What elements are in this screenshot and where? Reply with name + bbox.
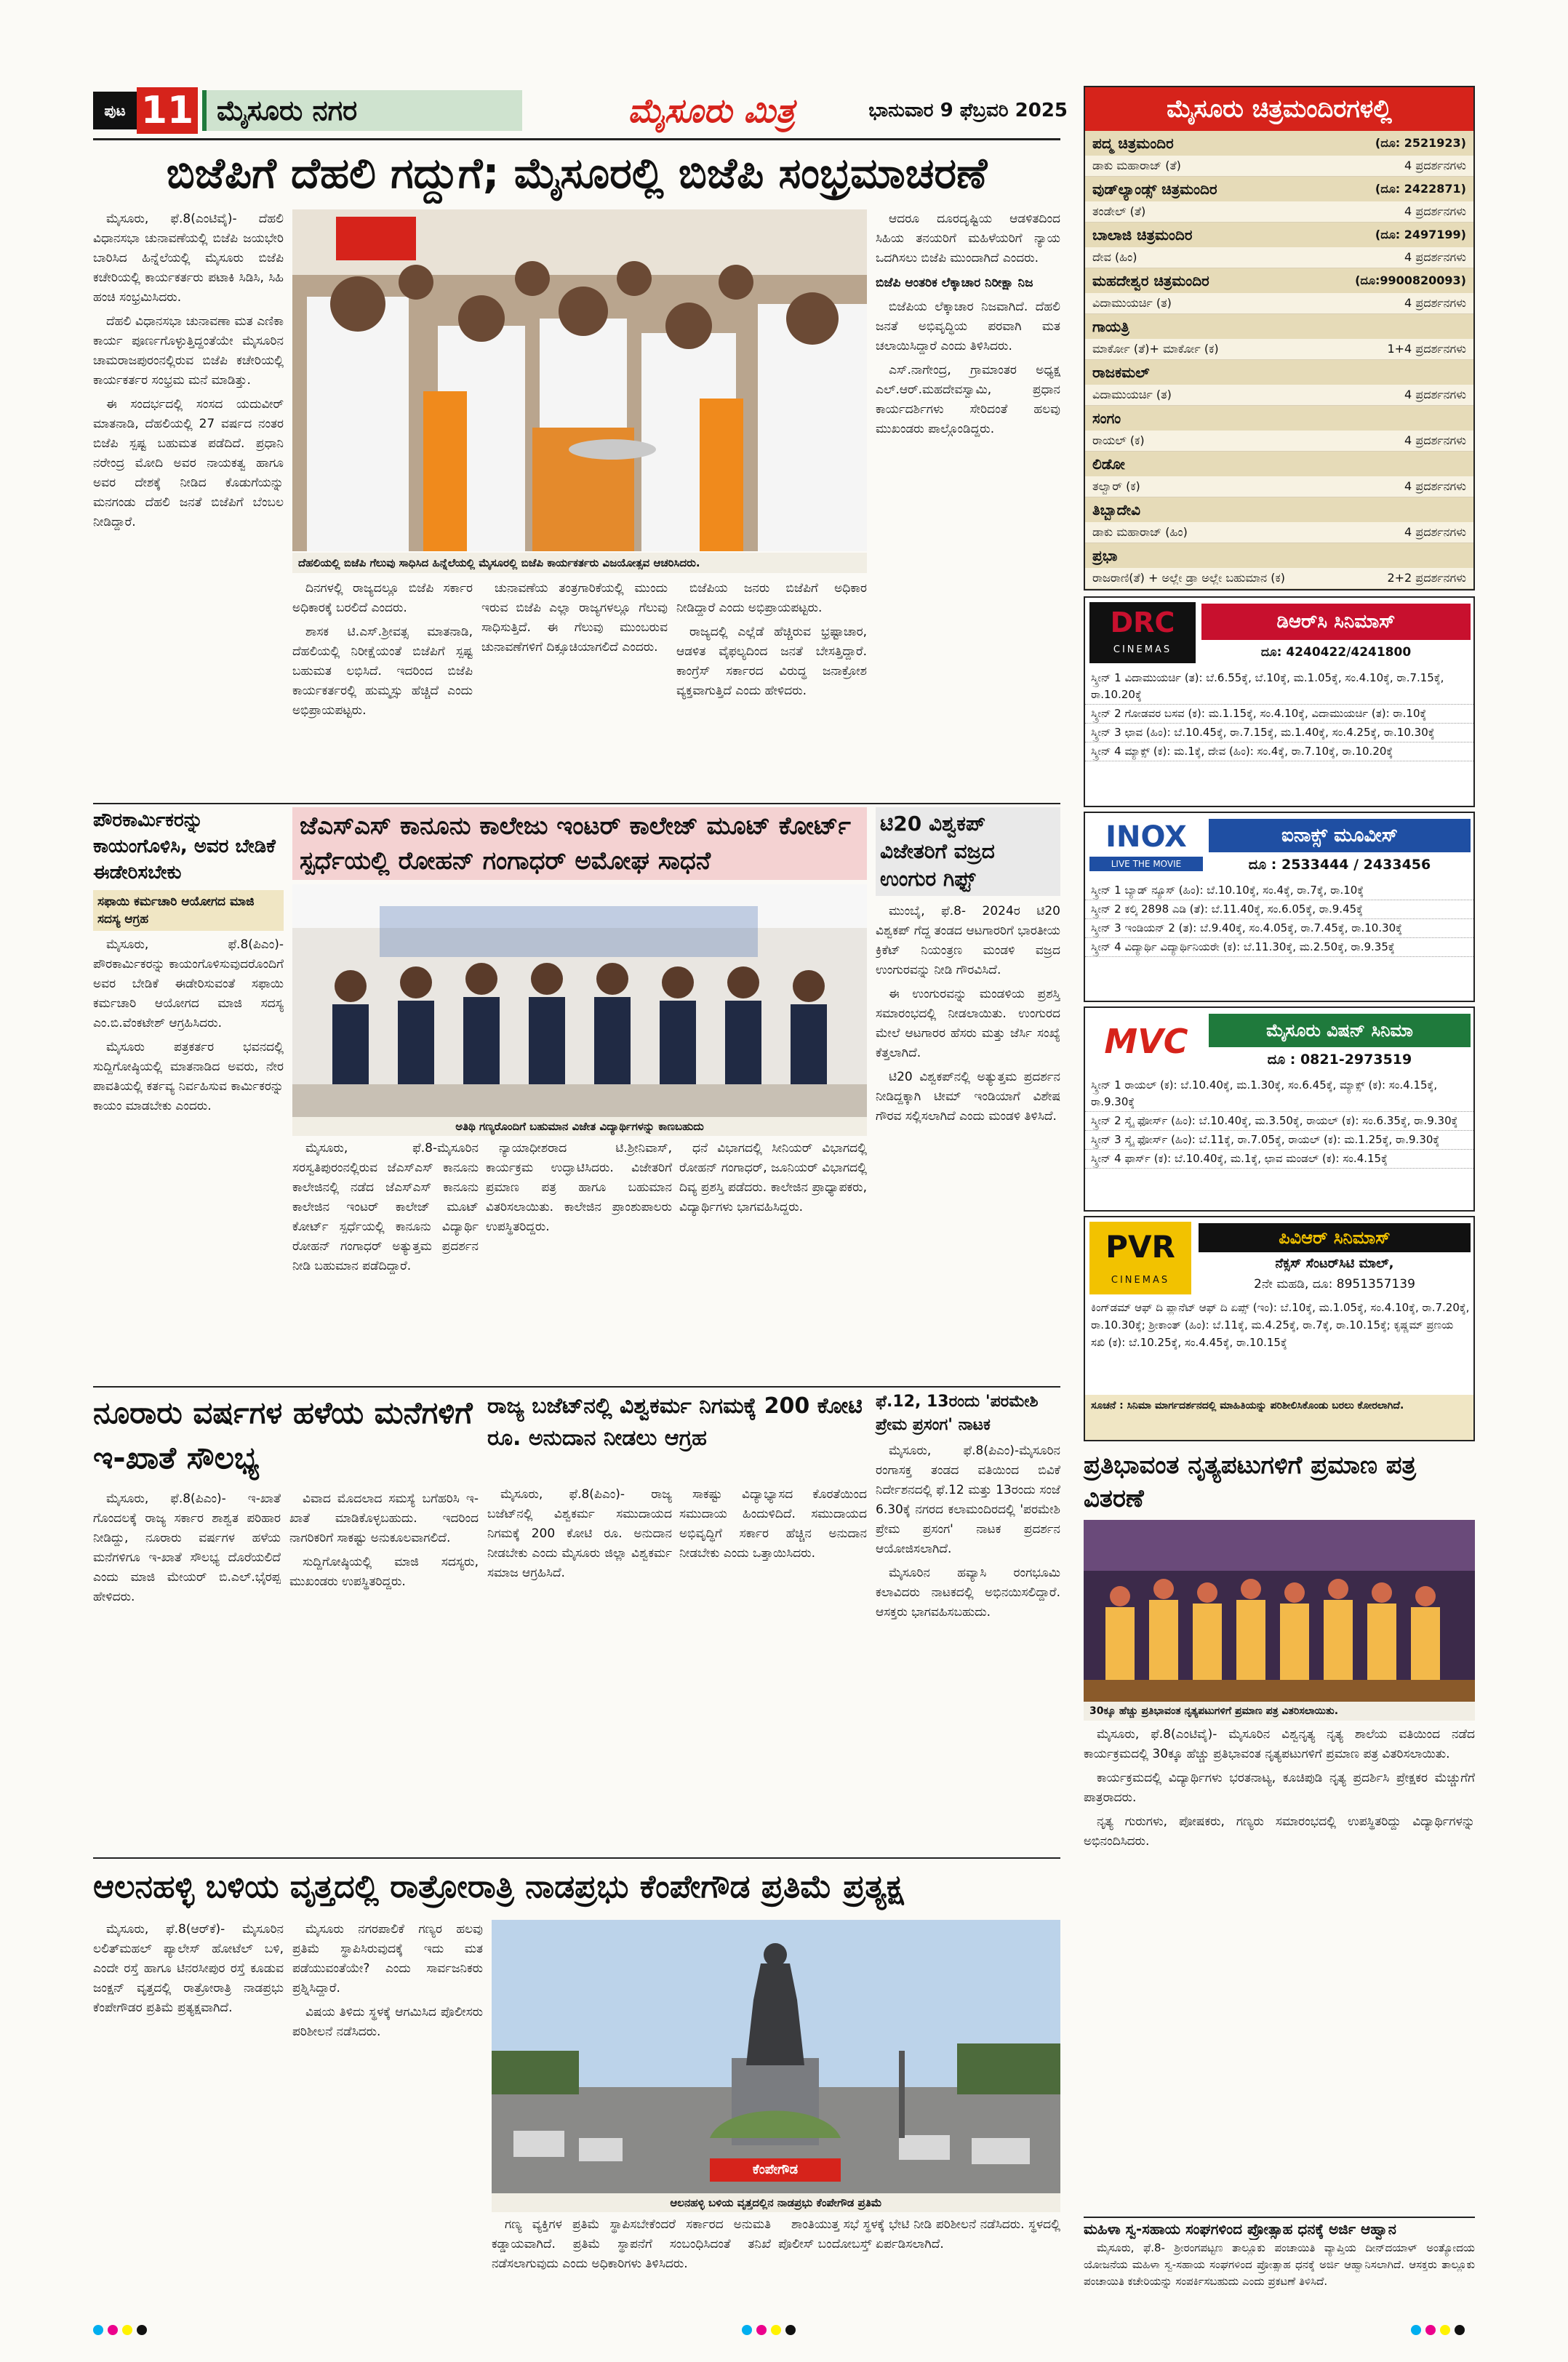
- theatre-shows: 4 ಪ್ರದರ್ಶನಗಳು: [1404, 479, 1466, 493]
- kempegowda-col-3: [492, 2215, 771, 2310]
- theatre-hall-show: [1085, 293, 1473, 314]
- theatre-hall-name: [1085, 131, 1473, 156]
- moot-photo: [292, 884, 867, 1117]
- dance-article: [1084, 1449, 1475, 2212]
- theatre-shows: 4 ಪ್ರದರ್ಶನಗಳು: [1404, 433, 1466, 447]
- inox-box: [1084, 812, 1475, 1002]
- statue-photo-illustration: [492, 1920, 1060, 2193]
- lead-para: ರಾಜ್ಯದಲ್ಲಿ ಎಲ್ಲೆಡೆ ಹೆಚ್ಚಿರುವ ಭ್ರಷ್ಟಾಚಾರ, ಆಡಳಿತ ವೈಫಲ್ಯದಿಂದ ಜನತೆ ಬೇಸತ್ತಿದ್ದಾರೆ. ಕಾಂಗ್ರೆಸ್ ಸರ್ಕಾರದ ವಿರುದ್ಧ ಜನಾಕ್ರೋಶ ವ್ಯಕ್ತವಾಗುತ್ತಿದೆ ಎಂದು ಹೇಳಿದರು.: [676, 625, 867, 698]
- t20-article: [876, 807, 1060, 1382]
- theatres-title: ಮೈಸೂರು ಚಿತ್ರಮಂದಿರಗಳಲ್ಲಿ: [1085, 87, 1473, 131]
- kempegowda-para: ಮೈಸೂರು, ಫೆ.8(ಆರ್‌ಕೆ)- ಮೈಸೂರಿನ ಲಲಿತ್‌ಮಹಲ್ ಪ್ಯಾಲೇಸ್ ಹೋಟೆಲ್ ಬಳಿ, ಎಂದೇ ರಸ್ತೆ ಹಾಗೂ ಟಿನರಸೀಪುರ ರಸ್ತೆ ಕೂಡುವ ಜಂಕ್ಷನ್ ವೃತ್ತದಲ್ಲಿ ರಾತ್ರೋರಾತ್ರಿ ನಾಡಪ್ರಭು ಕೆಂಪೇಗೌಡರ ಪ್ರತಿಮೆ ಪ್ರತ್ಯಕ್ಷವಾಗಿದೆ.: [93, 1922, 284, 2015]
- dance-body: [1084, 1725, 1475, 2161]
- theatre-hall-title: ಬಾಲಾಜಿ ಚಿತ್ರಮಂದಿರ: [1092, 226, 1193, 244]
- pvr-logo-text: PVR: [1105, 1229, 1175, 1265]
- theatre-hall-title: ವುಡ್‌ಲ್ಯಾಂಡ್ಸ್ ಚಿತ್ರಮಂದಿರ: [1092, 180, 1217, 198]
- drc-logo: [1089, 602, 1196, 663]
- theatre-hall-name: [1085, 543, 1473, 568]
- theatre-hall-phone: (ದೂ: 2497199): [1375, 228, 1466, 241]
- theatre-movie: ವಿದಾಮುಯರ್ಚಿ (ತ): [1092, 296, 1172, 310]
- pvr-address: ನೆಕ್ಸಸ್ ಸೆಂಟರ್‌ಸಿಟಿ ಮಾಲ್,: [1275, 1256, 1394, 1271]
- drc-screen-row: ಸ್ಕ್ರೀನ್ 1 ವಿದಾಮುಯರ್ಚಿ (ತ): ಬೆ.6.55ಕ್ಕೆ, ಬೆ.10ಕ್ಕೆ, ಮ.1.05ಕ್ಕೆ, ಸಂ.4.10ಕ್ಕೆ, ರಾ.7.15ಕ್ಕೆ, ರಾ.10.20ಕ್ಕೆ: [1085, 669, 1473, 705]
- inox-screen-row: ಸ್ಕ್ರೀನ್ 1 ಬ್ಯಾಡ್ ನ್ಯೂಸ್ (ಹಿಂ): ಬೆ.10.10ಕ್ಕೆ, ಸಂ.4ಕ್ಕೆ, ರಾ.7ಕ್ಕೆ, ರಾ.10ಕ್ಕೆ: [1085, 881, 1473, 900]
- theatre-shows: 2+2 ಪ್ರದರ್ಶನಗಳು: [1387, 571, 1466, 585]
- theatre-hall-title: ತಿಬ್ಬಾದೇವಿ: [1092, 501, 1140, 519]
- drc-screen-row: ಸ್ಕ್ರೀನ್ 2 ಗೋಡವರ ಬಸವ (ಕ): ಮ.1.15ಕ್ಕೆ, ಸಂ.4.10ಕ್ಕೆ, ವಿದಾಮುಯರ್ಚಿ (ತ): ರಾ.10ಕ್ಕೆ: [1085, 705, 1473, 724]
- kempegowda-headline: ಆಲನಹಳ್ಳಿ ಬಳಿಯ ವೃತ್ತದಲ್ಲಿ ರಾತ್ರೋರಾತ್ರಿ ನಾಡಪ್ರಭು ಕೆಂಪೇಗೌಡ ಪ್ರತಿಮೆ ಪ್ರತ್ಯಕ್ಷ: [93, 1868, 904, 1905]
- drc-logo-sub: CINEMAS: [1113, 644, 1172, 655]
- lead-col-2: [292, 579, 473, 798]
- pourakarmika-para: ಮೈಸೂರು ಪತ್ರಕರ್ತರ ಭವನದಲ್ಲಿ ಸುದ್ದಿಗೋಷ್ಠಿಯಲ್ಲಿ ಮಾತನಾಡಿದ ಅವರು, ನೇರ ಪಾವತಿಯಲ್ಲಿ ಕರ್ತವ್ಯ ನಿರ್ವಹಿಸುವ ಕಾರ್ಮಿಕರನ್ನು ಕಾಯಂ ಮಾಡಬೇಕು ಎಂದರು.: [93, 1040, 284, 1113]
- group-photo-illustration: [292, 884, 867, 1117]
- theatre-hall-title: ಮಹದೇಶ್ವರ ಚಿತ್ರಮಂದಿರ: [1092, 272, 1209, 289]
- theatre-hall-name: [1085, 452, 1473, 476]
- theatres-list: [1085, 131, 1473, 589]
- lead-para: ಮೈಸೂರು, ಫೆ.8(ಎಂಟಿವೈ)- ದೆಹಲಿ ವಿಧಾನಸಭಾ ಚುನಾವಣೆಯಲ್ಲಿ ಬಿಜೆಪಿ ಜಯಭೇರಿ ಬಾರಿಸಿದ ಹಿನ್ನೆಲೆಯಲ್ಲಿ ಮೈಸೂರು ಬಿಜೆಪಿ ಕಚೇರಿಯಲ್ಲಿ ಕಾರ್ಯಕರ್ತರು ಪಟಾಕಿ ಸಿಡಿಸಿ, ಸಿಹಿ ಹಂಚಿ ಸಂಭ್ರಮಿಸಿದರು.: [93, 212, 284, 305]
- print-marks-left: [93, 2324, 180, 2339]
- inox-logo: [1089, 817, 1203, 876]
- theatre-movie: ರಾಯಲ್ (ಕ): [1092, 433, 1145, 447]
- theatre-hall-show: [1085, 431, 1473, 452]
- theatre-shows: 4 ಪ್ರದರ್ಶನಗಳು: [1404, 250, 1466, 264]
- drc-screen-row: ಸ್ಕ್ರೀನ್ 4 ಮ್ಯಾಕ್ಸ್ (ಕ): ಮ.1ಕ್ಕೆ, ದೇವ (ಹಿಂ): ಸಂ.4ಕ್ಕೆ, ರಾ.7.10ಕ್ಕೆ, ರಾ.10.20ಕ್ಕೆ: [1085, 742, 1473, 761]
- moot-col-2: [486, 1139, 672, 1382]
- ekhata-para: ಸುದ್ದಿಗೋಷ್ಠಿಯಲ್ಲಿ ಮಾಜಿ ಸದಸ್ಯರು, ಮುಖಂಡರು ಉಪಸ್ಥಿತರಿದ್ದರು.: [289, 1555, 479, 1589]
- drama-para: ಮೈಸೂರು, ಫೆ.8(ಪಿಎಂ)-ಮೈಸೂರಿನ ರಂಗಾಸಕ್ತ ತಂಡದ ವತಿಯಿಂದ ಬಿವಿಕೆ ನಿರ್ದೇಶನದಲ್ಲಿ ಫೆ.12 ಮತ್ತು 13ರಂದು ಸಂಜೆ 6.30ಕ್ಕೆ ನಗರದ ಕಲಾಮಂದಿರದಲ್ಲಿ 'ಪರಮೇಶಿ ಪ್ರೇಮ ಪ್ರಸಂಗ' ನಾಟಕ ಪ್ರದರ್ಶನ ಆಯೋಜಿಸಲಾಗಿದೆ.: [876, 1444, 1060, 1556]
- pourakarmika-article: [93, 807, 284, 1382]
- pvr-floor: 2ನೇ ಮಹಡಿ, ದೂ: 8951357139: [1254, 1277, 1415, 1292]
- ekhata-para: ಮೈಸೂರು, ಫೆ.8(ಪಿಎಂ)- ಇ-ಖಾತೆ ಗೊಂದಲಕ್ಕೆ ರಾಜ್ಯ ಸರ್ಕಾರ ಶಾಶ್ವತ ಪರಿಹಾರ ನೀಡಿದ್ದು, ನೂರಾರು ವರ್ಷಗಳ ಹಳೆಯ ಮನೆಗಳಿಗೂ ಇ-ಖಾತೆ ಸೌಲಭ್ಯ ದೊರೆಯಲಿದೆ ಎಂದು ಮಾಜಿ ಮೇಯರ್ ಬಿ.ಎಲ್.ಭೈರಪ್ಪ ಹೇಳಿದರು.: [93, 1492, 281, 1604]
- women-headline: ಮಹಿಳಾ ಸ್ವ-ಸಹಾಯ ಸಂಘಗಳಿಂದ ಪ್ರೋತ್ಸಾಹ ಧನಕ್ಕೆ ಅರ್ಜಿ ಆಹ್ವಾನ: [1084, 2220, 1396, 2238]
- mvc-box: [1084, 1006, 1475, 1212]
- moot-col-1: [292, 1139, 479, 1382]
- drc-box: [1084, 596, 1475, 807]
- moot-caption: ಅತಿಥಿ ಗಣ್ಯರೊಂದಿಗೆ ಬಹುಮಾನ ವಿಜೇತ ವಿದ್ಯಾರ್ಥಿಗಳನ್ನು ಕಾಣಬಹುದು: [292, 1117, 867, 1136]
- kempegowda-para: ಮೈಸೂರು ನಗರಪಾಲಿಕೆ ಗಣ್ಯರ ಹಲವು ಪ್ರತಿಮೆ ಸ್ಥಾಪಿಸಿರುವುದಕ್ಕೆ ಇದು ಮತ ಪಡೆಯುವಂತೆಯೇ? ಎಂದು ಸಾರ್ವಜನಿಕರು ಪ್ರಶ್ನಿಸಿದ್ದಾರೆ.: [292, 1922, 483, 1995]
- lower-rule: [93, 1857, 1060, 1859]
- lead-para: ಬಿಜೆಪಿಯ ಲೆಕ್ಕಾಚಾರ ನಿಜವಾಗಿದೆ. ದೆಹಲಿ ಜನತೆ ಅಭಿವೃದ್ಧಿಯ ಪರವಾಗಿ ಮತ ಚಲಾಯಿಸಿದ್ದಾರೆ ಎಂದು ತಿಳಿಸಿದರು.: [876, 300, 1060, 353]
- t20-headline: ಟಿ20 ವಿಶ್ವಕಪ್ ವಿಜೇತರಿಗೆ ವಜ್ರದ ಉಂಗುರ ಗಿಫ್ಟ್: [876, 807, 1060, 896]
- theatre-hall-title: ರಾಜಕಮಲ್: [1092, 364, 1150, 381]
- dance-photo: [1084, 1520, 1475, 1702]
- theatre-hall-title: ಪದ್ಮ ಚಿತ್ರಮಂದಿರ: [1092, 135, 1174, 152]
- section-title: ಮೈಸೂರು ನಗರ: [202, 90, 522, 131]
- moot-para: ಧನೆ ವಿಭಾಗದಲ್ಲಿ ಸೀನಿಯರ್ ವಿಭಾಗದಲ್ಲಿ ರೋಹನ್ ಗಂಗಾಧರ್, ಜೂನಿಯರ್ ವಿಭಾಗದಲ್ಲಿ ದಿವ್ಯ ಪ್ರಶಸ್ತಿ ಪಡೆದರು. ಕಾಲೇಜಿನ ಪ್ರಾಧ್ಯಾಪಕರು, ವಿದ್ಯಾರ್ಥಿಗಳು ಭಾಗವಹಿಸಿದ್ದರು.: [679, 1141, 867, 1214]
- drc-screens: [1085, 669, 1473, 761]
- kempegowda-para: ಗಣ್ಯ ವ್ಯಕ್ತಿಗಳ ಪ್ರತಿಮೆ ಸ್ಥಾಪಿಸಬೇಕೆಂದರೆ ಸರ್ಕಾರದ ಅನುಮತಿ ಕಡ್ಡಾಯವಾಗಿದೆ. ಪ್ರತಿಮೆ ಸ್ಥಾಪನೆಗೆ ಸಂಬಂಧಿಸಿದಂತೆ ತನಿಖೆ ನಡೆಸಲಾಗುವುದು ಎಂದು ಅಧಿಕಾರಿಗಳು ತಿಳಿಸಿದರು.: [492, 2217, 771, 2271]
- theatre-hall-name: [1085, 360, 1473, 385]
- ekhata-col-2: [289, 1489, 479, 1853]
- theatre-hall-title: ಲಿಡೋ: [1092, 455, 1125, 473]
- theatre-hall-name: [1085, 497, 1473, 522]
- drama-article: [876, 1390, 1060, 1853]
- theatre-shows: 4 ಪ್ರದರ್ಶನಗಳು: [1404, 204, 1466, 218]
- drc-screen-row: ಸ್ಕ್ರೀನ್ 3 ಛಾವ (ಹಿಂ): ಬೆ.10.45ಕ್ಕೆ, ರಾ.7.15ಕ್ಕೆ, ಮ.1.40ಕ್ಕೆ, ಸಂ.4.25ಕ್ಕೆ, ರಾ.10.30ಕ್ಕೆ: [1085, 724, 1473, 742]
- theatre-hall-show: [1085, 568, 1473, 589]
- dance-para: ಕಾರ್ಯಕ್ರಮದಲ್ಲಿ ವಿದ್ಯಾರ್ಥಿಗಳು ಭರತನಾಟ್ಯ, ಕೂಚಿಪುಡಿ ನೃತ್ಯ ಪ್ರದರ್ಶಿಸಿ ಪ್ರೇಕ್ಷಕರ ಮೆಚ್ಚುಗೆಗೆ ಪಾತ್ರರಾದರು.: [1084, 1771, 1475, 1805]
- inox-logo-text: INOX: [1105, 820, 1187, 854]
- theatre-shows: 4 ಪ್ರದರ್ಶನಗಳು: [1404, 525, 1466, 539]
- mvc-phone: ದೂ : 0821-2973519: [1267, 1052, 1412, 1068]
- pourakarmika-body: [93, 935, 284, 1372]
- mvc-screen-row: ಸ್ಕ್ರೀನ್ 2 ಸ್ಕೈ ಫೋರ್ಸ್ (ಹಿಂ): ಬೆ.10.40ಕ್ಕೆ, ಮ.3.50ಕ್ಕೆ, ರಾಯಲ್ (ಕ): ಸಂ.6.35ಕ್ಕೆ, ರಾ.9.30ಕ್ಕೆ: [1085, 1112, 1473, 1131]
- lead-subhead: ಬಿಜೆಪಿ ಆಂತರಿಕ ಲೆಕ್ಕಾಚಾರ ನಿರೀಕ್ಷಾ ನಿಜ: [876, 276, 1033, 290]
- drc-logo-text: DRC: [1110, 606, 1175, 638]
- moot-para: ನ್ಯಾಯಾಧೀಶರಾದ ಟಿ.ಶ್ರೀನಿವಾಸ್, ಕಾರ್ಯಕ್ರಮ ಉದ್ಘಾಟಿಸಿದರು. ವಿಜೇತರಿಗೆ ಪ್ರಮಾಣ ಪತ್ರ ಹಾಗೂ ಬಹುಮಾನ ವಿತರಿಸಲಾಯಿತು. ಕಾಲೇಜಿನ ಪ್ರಾಂಶುಪಾಲರು ಉಪಸ್ಥಿತರಿದ್ದರು.: [486, 1141, 672, 1234]
- moot-col-3: [679, 1139, 867, 1382]
- print-marks-center: [742, 2324, 829, 2339]
- pvr-name: ಪಿವಿಆರ್ ಸಿನಿಮಾಸ್: [1199, 1223, 1471, 1252]
- theatre-hall-name: [1085, 268, 1473, 293]
- theatre-hall-name: [1085, 177, 1473, 201]
- print-marks-right: [1411, 2324, 1498, 2339]
- t20-para: ಈ ಉಂಗುರವನ್ನು ಮಂಡಳಿಯ ಪ್ರಶಸ್ತಿ ಸಮಾರಂಭದಲ್ಲಿ ನೀಡಲಾಯಿತು. ಉಂಗುರದ ಮೇಲೆ ಆಟಗಾರರ ಹೆಸರು ಮತ್ತು ಜೆರ್ಸಿ ಸಂಖ್ಯೆ ಕೆತ್ತಲಾಗಿದೆ.: [876, 987, 1060, 1060]
- theatre-hall-phone: (ದೂ:9900820093): [1355, 273, 1466, 287]
- inox-screen-row: ಸ್ಕ್ರೀನ್ 2 ಕಲ್ಕಿ 2898 ಎಡಿ (ತೆ): ಬೆ.11.40ಕ್ಕೆ, ಸಂ.6.05ಕ್ಕೆ, ರಾ.9.45ಕ್ಕೆ: [1085, 900, 1473, 919]
- theatre-shows: 4 ಪ್ರದರ್ಶನಗಳು: [1404, 296, 1466, 310]
- pvr-listing: ಕಿಂಗ್‌ಡಮ್ ಆಫ್ ದಿ ಪ್ಲಾನೆಟ್ ಆಫ್ ದಿ ಏಪ್ಸ್ (ಇಂ): ಬೆ.10ಕ್ಕೆ, ಮ.1.05ಕ್ಕೆ, ಸಂ.4.10ಕ್ಕೆ, ರಾ.7.20ಕ್ಕೆ, ರಾ.10.30ಕ್ಕೆ; ಶ್ರೀಕಾಂತ್ (ಹಿಂ): ಬೆ.11ಕ್ಕೆ, ಮ.4.25ಕ್ಕೆ, ರಾ.7ಕ್ಕೆ, ರಾ.10.15ಕ್ಕೆ; ಕೃಷ್ಣಮ್ ಪ್ರಣಯ ಸಖಿ (ಕ): ಬೆ.10.25ಕ್ಕೆ, ಸಂ.4.45ಕ್ಕೆ, ರಾ.10.15ಕ್ಕೆ: [1091, 1301, 1470, 1349]
- kempegowda-caption: ಆಲನಹಳ್ಳಿ ಬಳಿಯ ವೃತ್ತದಲ್ಲಿನ ನಾಡಪ್ರಭು ಕೆಂಪೇಗೌಡ ಪ್ರತಿಮೆ: [492, 2193, 1060, 2212]
- vishwakarma-headline: ರಾಜ್ಯ ಬಜೆಟ್‌ನಲ್ಲಿ ವಿಶ್ವಕರ್ಮ ನಿಗಮಕ್ಕೆ 200 ಕೋಟಿ ರೂ. ಅನುದಾನ ನೀಡಲು ಆಗ್ರಹ: [487, 1393, 863, 1451]
- inox-screens: [1085, 881, 1473, 957]
- theatre-hall-show: [1085, 247, 1473, 268]
- vishwakarma-col-1: [487, 1485, 672, 1853]
- drc-name: ಡಿಆರ್‌ಸಿ ಸಿನಿಮಾಸ್: [1201, 604, 1471, 640]
- theatre-hall-title: ಪ್ರಭಾ: [1092, 547, 1118, 564]
- theatre-movie: ವಿದಾಮುಯರ್ಚಿ (ತ): [1092, 388, 1172, 401]
- pvr-logo-sub: CINEMAS: [1111, 1275, 1170, 1286]
- drama-headline: ಫೆ.12, 13ರಂದು 'ಪರಮೇಶಿ ಪ್ರೇಮ ಪ್ರಸಂಗ' ನಾಟಕ: [876, 1393, 1039, 1434]
- mvc-name: ಮೈಸೂರು ವಿಷನ್ ಸಿನಿಮಾ: [1209, 1014, 1471, 1047]
- theatre-hall-show: [1085, 339, 1473, 360]
- inox-name: ಐನಾಕ್ಸ್ ಮೂವೀಸ್: [1209, 819, 1471, 852]
- theatre-hall-title: ಗಾಯತ್ರಿ: [1092, 318, 1129, 335]
- theatre-hall-title: ಸಂಗಂ: [1092, 409, 1121, 427]
- dance-headline: ಪ್ರತಿಭಾವಂತ ನೃತ್ಯಪಟುಗಳಿಗೆ ಪ್ರಮಾಣ ಪತ್ರ ವಿತರಣೆ: [1084, 1451, 1417, 1513]
- lead-para: ಆದರೂ ದೂರದೃಷ್ಟಿಯ ಆಡಳಿತದಿಂದ ಸಿಹಿಯ ತನಯರಿಗೆ ಮಹಿಳೆಯರಿಗೆ ನ್ಯಾಯ ಒದಗಿಸಲು ಬಿಜೆಪಿ ಮುಂದಾಗಿದೆ ಎಂದರು.: [876, 212, 1060, 265]
- theatre-hall-phone: (ದೂ: 2521923): [1375, 136, 1466, 150]
- lead-col-5: [876, 209, 1060, 798]
- pourakarmika-subhead: ಸಫಾಯಿ ಕರ್ಮಚಾರಿ ಆಯೋಗದ ಮಾಜಿ ಸದಸ್ಯ ಆಗ್ರಹ: [93, 890, 284, 931]
- moot-headline: ಜೆಎಸ್‌ಎಸ್ ಕಾನೂನು ಕಾಲೇಜು ಇಂಟರ್ ಕಾಲೇಜ್ ಮೂಟ್ ಕೋರ್ಟ್ ಸ್ಪರ್ಧೆಯಲ್ಲಿ ರೋಹನ್ ಗಂಗಾಧರ್ ಅಮೋಘ ಸಾಧನೆ: [292, 807, 867, 880]
- theatre-shows: 1+4 ಪ್ರದರ್ಶನಗಳು: [1387, 342, 1466, 356]
- theatre-hall-show: [1085, 201, 1473, 223]
- theatre-movie: ಮಾರ್ಕೋ (ತೆ)+ ಮಾರ್ಕೋ (ಕ): [1092, 342, 1219, 356]
- kempegowda-photo: [492, 1920, 1060, 2193]
- mvc-screen-row: ಸ್ಕ್ರೀನ್ 3 ಸ್ಕೈ ಫೋರ್ಸ್ (ಹಿಂ): ಬೆ.11ಕ್ಕೆ, ರಾ.7.05ಕ್ಕೆ, ರಾಯಲ್ (ಕ): ಮ.1.25ಕ್ಕೆ, ರಾ.9.30ಕ್ಕೆ: [1085, 1131, 1473, 1150]
- masthead-rule: [93, 138, 1060, 140]
- theatre-hall-name: [1085, 314, 1473, 339]
- lead-col-3: [481, 579, 668, 798]
- page-label: ಪುಟ: [93, 92, 137, 129]
- inox-screen-row: ಸ್ಕ್ರೀನ್ 3 ಇಂಡಿಯನ್ 2 (ತ): ಬೆ.9.40ಕ್ಕೆ, ಸಂ.4.05ಕ್ಕೆ, ರಾ.7.45ಕ್ಕೆ, ರಾ.10.30ಕ್ಕೆ: [1085, 919, 1473, 938]
- lead-para: ಈ ಸಂದರ್ಭದಲ್ಲಿ ಸಂಸದ ಯದುವೀರ್ ಮಾತನಾಡಿ, ದೆಹಲಿಯಲ್ಲಿ 27 ವರ್ಷದ ನಂತರ ಬಿಜೆಪಿ ಸ್ಪಷ್ಟ ಬಹುಮತ ಪಡೆದಿದೆ. ಪ್ರಧಾನಿ ನರೇಂದ್ರ ಮೋದಿ ಅವರ ನಾಯಕತ್ವ ಹಾಗೂ ಅವರ ದೇಶಕ್ಕೆ ನೀಡಿದ ಕೊಡುಗೆಯನ್ನು ಮನಗಂಡು ದೆಹಲಿ ಜನತೆ ಬಿಜೆಪಿಗೆ ಬೆಂಬಲ ನೀಡಿದ್ದಾರೆ.: [93, 397, 284, 529]
- lead-photo: [292, 209, 867, 551]
- lead-caption: ದೆಹಲಿಯಲ್ಲಿ ಬಿಜೆಪಿ ಗೆಲುವು ಸಾಧಿಸಿದ ಹಿನ್ನೆಲೆಯಲ್ಲಿ ಮೈಸೂರಲ್ಲಿ ಬಿಜೆಪಿ ಕಾರ್ಯಕರ್ತರು ವಿಜಯೋತ್ಸವ ಆಚರಿಸಿದರು.: [292, 553, 867, 573]
- dance-photo-illustration: [1084, 1520, 1475, 1702]
- t20-para: ಟಿ20 ವಿಶ್ವಕಪ್‌ನಲ್ಲಿ ಅತ್ಯುತ್ತಮ ಪ್ರದರ್ಶನ ನೀಡಿದ್ದಕ್ಕಾಗಿ ಟೀಮ್ ಇಂಡಿಯಾಗೆ ವಿಶೇಷ ಗೌರವ ಸಲ್ಲಿಸಲಾಗಿದೆ ಎಂದು ಮಂಡಳಿ ತಿಳಿಸಿದೆ.: [876, 1070, 1060, 1124]
- inox-screen-row: ಸ್ಕ್ರೀನ್ 4 ವಿದ್ಯಾರ್ಥಿ ವಿದ್ಯಾರ್ಥಿನಿಯರೇ (ಕ): ಬೆ.11.30ಕ್ಕೆ, ಮ.2.50ಕ್ಕೆ, ರಾ.9.35ಕ್ಕೆ: [1085, 938, 1473, 957]
- lead-para: ಬಿಜೆಪಿಯ ಜನರು ಬಿಜೆಪಿಗೆ ಅಧಿಕಾರ ನೀಡಿದ್ದಾರೆ ಎಂದು ಅಭಿಪ್ರಾಯಪಟ್ಟರು.: [676, 581, 867, 615]
- kempegowda-col-1: [93, 1920, 284, 2269]
- ekhata-headline: ನೂರಾರು ವರ್ಷಗಳ ಹಳೆಯ ಮನೆಗಳಿಗೆ ಇ-ಖಾತೆ ಸೌಲಭ್ಯ: [93, 1395, 473, 1476]
- women-para: ಮೈಸೂರು, ಫೆ.8- ಶ್ರೀರಂಗಪಟ್ಟಣ ತಾಲ್ಲೂಕು ಪಂಚಾಯಿತಿ ವ್ಯಾಪ್ತಿಯ ದೀನ್‌ದಯಾಳ್ ಅಂತ್ಯೋದಯ ಯೋಜನೆಯ ಮಹಿಳಾ ಸ್ವ-ಸಹಾಯ ಸಂಘಗಳಿಂದ ಪ್ರೋತ್ಸಾಹ ಧನಕ್ಕೆ ಅರ್ಜಿ ಆಹ್ವಾನಿಸಲಾಗಿದೆ. ಆಸಕ್ತರು ತಾಲ್ಲೂಕು ಪಂಚಾಯಿತಿ ಕಚೇರಿಯನ್ನು ಸಂಪರ್ಕಿಸಬಹುದು ಎಂದು ಪ್ರಕಟಣೆ ತಿಳಿಸಿದೆ.: [1084, 2241, 1475, 2288]
- pourakarmika-para: ಮೈಸೂರು, ಫೆ.8(ಪಿಎಂ)- ಪೌರಕಾರ್ಮಿಕರನ್ನು ಕಾಯಂಗೊಳಿಸುವುದರೊಂದಿಗೆ ಅವರ ಬೇಡಿಕೆ ಈಡೇರಿಸುವಂತೆ ಸಫಾಯಿ ಕರ್ಮಚಾರಿ ಆಯೋಗದ ಮಾಜಿ ಸದಸ್ಯ ಎಂ.ಬಿ.ವೆಂಕಟೇಶ್ ಆಗ್ರಹಿಸಿದರು.: [93, 937, 284, 1030]
- dance-para: ನೃತ್ಯ ಗುರುಗಳು, ಪೋಷಕರು, ಗಣ್ಯರು ಸಮಾರಂಭದಲ್ಲಿ ಉಪಸ್ಥಿತರಿದ್ದು ವಿದ್ಯಾರ್ಥಿಗಳನ್ನು ಅಭಿನಂದಿಸಿದರು.: [1084, 1814, 1475, 1849]
- theatre-hall-name: [1085, 406, 1473, 431]
- vishwakarma-para: ಮೈಸೂರು, ಫೆ.8(ಪಿಎಂ)- ರಾಜ್ಯ ಬಜೆಟ್‌ನಲ್ಲಿ ವಿಶ್ವಕರ್ಮ ಸಮುದಾಯದ ನಿಗಮಕ್ಕೆ 200 ಕೋಟಿ ರೂ. ಅನುದಾನ ನೀಡಬೇಕು ಎಂದು ಮೈಸೂರು ಜಿಲ್ಲಾ ವಿಶ್ವಕರ್ಮ ಸಮಾಜ ಆಗ್ರಹಿಸಿದೆ.: [487, 1487, 672, 1580]
- lead-para: ಶಾಸಕ ಟಿ.ಎಸ್.ಶ್ರೀವತ್ಸ ಮಾತನಾಡಿ, ದೆಹಲಿಯಲ್ಲಿ ನಿರೀಕ್ಷೆಯಂತೆ ಬಿಜೆಪಿಗೆ ಸ್ಪಷ್ಟ ಬಹುಮತ ಲಭಿಸಿದೆ. ಇದರಿಂದ ಬಿಜೆಪಿ ಕಾರ್ಯಕರ್ತರಲ್ಲಿ ಹುಮ್ಮಸ್ಸು ಹೆಚ್ಚಿದೆ ಎಂದು ಅಭಿಪ್ರಾಯಪಟ್ಟರು.: [292, 625, 473, 718]
- women-article: [1084, 2217, 1475, 2310]
- vishwakarma-col-2: [679, 1485, 867, 1853]
- theatre-hall-show: [1085, 522, 1473, 543]
- kempegowda-col-4: [778, 2215, 1060, 2310]
- mvc-logo: MVC: [1104, 1022, 1188, 1061]
- inox-phone: ದೂ : 2533444 / 2433456: [1248, 857, 1431, 873]
- theatre-hall-show: [1085, 385, 1473, 406]
- paper-logo: ಮೈಸೂರು ಮಿತ್ರ: [628, 91, 795, 130]
- pvr-box: [1084, 1216, 1475, 1441]
- kempegowda-col-2: [292, 1920, 483, 2269]
- drc-phone: ದೂ: 4240422/4241800: [1260, 645, 1412, 660]
- mvc-screen-row: ಸ್ಕ್ರೀನ್ 4 ಫಾರ್ಸ್ (ಕ): ಬೆ.10.40ಕ್ಕೆ, ಮ.1ಕ್ಕೆ, ಛಾವ ಮಂಡಲ್ (ಕ): ಸಂ.4.15ಕ್ಕೆ: [1085, 1150, 1473, 1169]
- pourakarmika-headline: ಪೌರಕಾರ್ಮಿಕರನ್ನು ಕಾಯಂಗೊಳಿಸಿ, ಅವರ ಬೇಡಿಕೆ ಈಡೇರಿಸಬೇಕು: [93, 809, 276, 884]
- issue-date: ಭಾನುವಾರ 9 ಫೆಬ್ರವರಿ 2025: [868, 100, 1068, 121]
- theatre-movie: ತಂಡೇಲ್ (ತೆ): [1092, 204, 1146, 218]
- mvc-screens: [1085, 1076, 1473, 1169]
- circle-sign: ಕೆಂಪೇಗೌಡ: [710, 2158, 841, 2182]
- theatre-movie: ಡಾಕು ಮಹಾರಾಜ್ (ಹಿಂ): [1092, 525, 1188, 539]
- lead-para: ದಿನಗಳಲ್ಲಿ ರಾಜ್ಯದಲ್ಲೂ ಬಿಜೆಪಿ ಸರ್ಕಾರ ಅಧಿಕಾರಕ್ಕೆ ಬರಲಿದೆ ಎಂದರು.: [292, 581, 473, 615]
- theatre-shows: 4 ಪ್ರದರ್ಶನಗಳು: [1404, 388, 1466, 401]
- theatre-movie: ಡಾಕು ಮಹಾರಾಜ್ (ತೆ): [1092, 159, 1181, 172]
- pvr-logo: [1089, 1222, 1191, 1294]
- drama-body: [876, 1441, 1060, 1849]
- pvr-note: ಸೂಚನೆ : ಸಿನಿಮಾ ಮಾರ್ಗದರ್ಶನದಲ್ಲಿ ಮಾಹಿತಿಯನ್ನು ಪರಿಶೀಲಿಸಿಕೊಂಡು ಬರಲು ಕೋರಲಾಗಿದೆ.: [1085, 1395, 1473, 1440]
- lead-rule: [93, 803, 1060, 804]
- page-number: 11: [137, 87, 198, 134]
- lead-para: ಎಸ್.ನಾಗೇಂದ್ರ, ಗ್ರಾಮಾಂತರ ಅಧ್ಯಕ್ಷ ಎಲ್.ಆರ್.ಮಹದೇವಸ್ವಾಮಿ, ಪ್ರಧಾನ ಕಾರ್ಯದರ್ಶಿಗಳು ಸೇರಿದಂತೆ ಹಲವು ಮುಖಂಡರು ಪಾಲ್ಗೊಂಡಿದ್ದರು.: [876, 363, 1060, 436]
- drama-para: ಮೈಸೂರಿನ ಹವ್ಯಾಸಿ ರಂಗಭೂಮಿ ಕಲಾವಿದರು ನಾಟಕದಲ್ಲಿ ಅಭಿನಯಿಸಲಿದ್ದಾರೆ. ಆಸಕ್ತರು ಭಾಗವಹಿಸಬಹುದು.: [876, 1566, 1060, 1620]
- lead-headline: ಬಿಜೆಪಿಗೆ ದೆಹಲಿ ಗದ್ದುಗೆ; ಮೈಸೂರಲ್ಲಿ ಬಿಜೆಪಿ ಸಂಭ್ರಮಾಚರಣೆ: [166, 148, 988, 198]
- vishwakarma-para: ಸಾಕಷ್ಟು ವಿದ್ಯಾಭ್ಯಾಸದ ಕೊರತೆಯಿಂದ ಸಮುದಾಯ ಹಿಂದುಳಿದಿದೆ. ಸಮುದಾಯದ ಅಭಿವೃದ್ಧಿಗೆ ಸರ್ಕಾರ ಹೆಚ್ಚಿನ ಅನುದಾನ ನೀಡಬೇಕು ಎಂದು ಒತ್ತಾಯಿಸಿದರು.: [679, 1487, 867, 1561]
- dance-para: ಮೈಸೂರು, ಫೆ.8(ಎಂಟಿವೈ)- ಮೈಸೂರಿನ ವಿಶ್ವನೃತ್ಯ ನೃತ್ಯ ಶಾಲೆಯ ವತಿಯಿಂದ ನಡೆದ ಕಾರ್ಯಕ್ರಮದಲ್ಲಿ 30ಕ್ಕೂ ಹೆಚ್ಚು ಪ್ರತಿಭಾವಂತ ನೃತ್ಯಪಟುಗಳಿಗೆ ಪ್ರಮಾಣ ಪತ್ರ ವಿತರಿಸಲಾಯಿತು.: [1084, 1727, 1475, 1761]
- ekhata-para: ವಿವಾದ ಮೊದಲಾದ ಸಮಸ್ಯೆ ಬಗೆಹರಿಸಿ ಇ-ಖಾತೆ ಮಾಡಿಕೊಳ್ಳಬಹುದು. ಇದರಿಂದ ನಾಗರಿಕರಿಗೆ ಸಾಕಷ್ಟು ಅನುಕೂಲವಾಗಲಿದೆ.: [289, 1492, 479, 1545]
- kempegowda-para: ಶಾಂತಿಯುತ್ತ ಸಭೆ ಸ್ಥಳಕ್ಕೆ ಭೇಟಿ ನೀಡಿ ಪರಿಶೀಲನೆ ನಡೆಸಿದರು. ಸ್ಥಳದಲ್ಲಿ ಪೊಲೀಸ್ ಬಂದೋಬಸ್ತ್ ಏರ್ಪಡಿಸಲಾಗಿದೆ.: [778, 2217, 1060, 2251]
- lead-para: ಚುನಾವಣೆಯ ತಂತ್ರಗಾರಿಕೆಯಲ್ಲಿ ಮುಂದು ಇರುವ ಬಿಜೆಪಿ ಎಲ್ಲಾ ರಾಜ್ಯಗಳಲ್ಲೂ ಗೆಲುವು ಸಾಧಿಸುತ್ತಿದೆ. ಈ ಗೆಲುವು ಮುಂಬರುವ ಚುನಾವಣೆಗಳಿಗೆ ದಿಕ್ಸೂಚಿಯಾಗಲಿದೆ ಎಂದರು.: [481, 581, 668, 654]
- masthead: [93, 86, 1068, 135]
- dance-caption: 30ಕ್ಕೂ ಹೆಚ್ಚು ಪ್ರತಿಭಾವಂತ ನೃತ್ಯಪಟುಗಳಿಗೆ ಪ್ರಮಾಣ ಪತ್ರ ವಿತರಿಸಲಾಯಿತು.: [1084, 1702, 1475, 1721]
- theatre-movie: ರಾಜರಾಣಿ(ತೆ) + ಅಲ್ಲೇ ಡ್ರಾ ಅಲ್ಲೇ ಬಹುಮಾನ (ಕ): [1092, 571, 1285, 585]
- mid-rule: [93, 1386, 1060, 1388]
- moot-para: ಮೈಸೂರು, ಫೆ.8-ಮೈಸೂರಿನ ಸರಸ್ವತಿಪುರಂನಲ್ಲಿರುವ ಜೆಎಸ್‌ಎಸ್ ಕಾನೂನು ಕಾಲೇಜಿನಲ್ಲಿ ನಡೆದ ಜೆಎಸ್‌ಎಸ್ ಕಾನೂನು ಕಾಲೇಜಿನ ಇಂಟರ್ ಕಾಲೇಜ್ ಮೂಟ್ ಕೋರ್ಟ್ ಸ್ಪರ್ಧೆಯಲ್ಲಿ ಕಾನೂನು ವಿದ್ಯಾರ್ಥಿ ರೋಹನ್ ಗಂಗಾಧರ್ ಅತ್ಯುತ್ತಮ ಪ್ರದರ್ಶನ ನೀಡಿ ಬಹುಮಾನ ಪಡೆದಿದ್ದಾರೆ.: [292, 1141, 479, 1273]
- inox-logo-sub: LIVE THE MOVIE: [1089, 857, 1203, 871]
- crowd-photo-illustration: [292, 209, 867, 551]
- theatre-hall-show: [1085, 476, 1473, 497]
- theatre-hall-phone: (ದೂ: 2422871): [1375, 182, 1466, 196]
- theatres-box: [1084, 86, 1475, 590]
- ekhata-col-1: [93, 1489, 281, 1853]
- mvc-screen-row: ಸ್ಕ್ರೀನ್ 1 ರಾಯಲ್ (ಕ): ಬೆ.10.40ಕ್ಕೆ, ಮ.1.30ಕ್ಕೆ, ಸಂ.6.45ಕ್ಕೆ, ಮ್ಯಾಕ್ಸ್ (ಕ): ಸಂ.4.15ಕ್ಕೆ, ರಾ.9.30ಕ್ಕೆ: [1085, 1076, 1473, 1112]
- theatre-movie: ತಲ್ವಾರ್ (ಕ): [1092, 479, 1140, 493]
- lead-col-4: [676, 579, 867, 798]
- women-body: [1084, 2240, 1475, 2307]
- theatre-movie: ದೇವ (ಹಿಂ): [1092, 250, 1137, 264]
- lead-para: ದೆಹಲಿ ವಿಧಾನಸಭಾ ಚುನಾವಣಾ ಮತ ಎಣಿಕಾ ಕಾರ್ಯ ಪೂರ್ಣಗೊಳ್ಳುತ್ತಿದ್ದಂತೆಯೇ ಮೈಸೂರಿನ ಚಾಮರಾಜಪುರಂನಲ್ಲಿರುವ ಬಿಜೆಪಿ ಕಚೇರಿಯಲ್ಲಿ ಕಾರ್ಯಕರ್ತರ ಸಂಭ್ರಮ ಮನೆ ಮಾಡಿತ್ತು.: [93, 314, 284, 388]
- t20-body: [876, 902, 1060, 1374]
- theatre-shows: 4 ಪ್ರದರ್ಶನಗಳು: [1404, 159, 1466, 172]
- t20-para: ಮುಂಬೈ, ಫೆ.8- 2024ರ ಟಿ20 ವಿಶ್ವಕಪ್ ಗೆದ್ದ ತಂಡದ ಆಟಗಾರರಿಗೆ ಭಾರತೀಯ ಕ್ರಿಕೆಟ್ ನಿಯಂತ್ರಣ ಮಂಡಳಿ ವಜ್ರದ ಉಂಗುರವನ್ನು ನೀಡಿ ಗೌರವಿಸಿದೆ.: [876, 904, 1060, 977]
- theatre-hall-show: [1085, 156, 1473, 177]
- kempegowda-para: ವಿಷಯ ತಿಳಿದು ಸ್ಥಳಕ್ಕೆ ಆಗಮಿಸಿದ ಪೊಲೀಸರು ಪರಿಶೀಲನೆ ನಡೆಸಿದರು.: [292, 2005, 483, 2039]
- lead-col-1: [93, 209, 284, 798]
- theatre-hall-name: [1085, 223, 1473, 247]
